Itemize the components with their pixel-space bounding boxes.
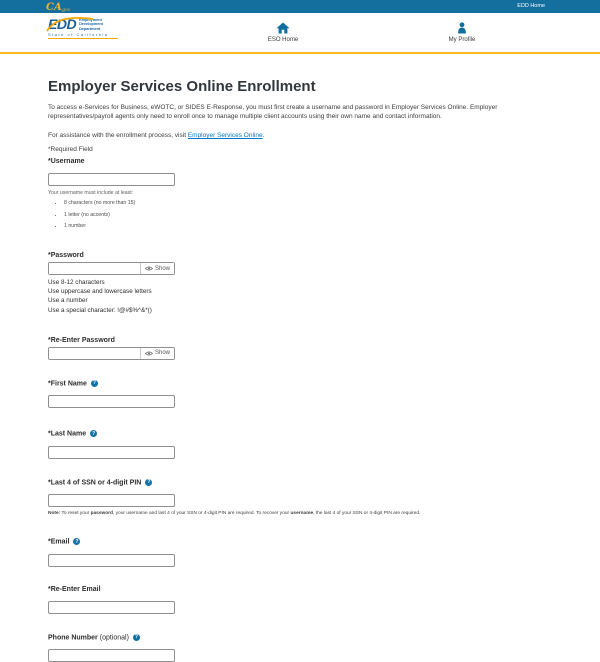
last-name-help-icon[interactable]: ?	[92, 430, 96, 437]
ssn-pin-note	[48, 511, 553, 517]
nav-my-profile[interactable]	[434, 22, 490, 43]
username-rules-list	[64, 200, 553, 229]
ssn-pin-label-text: *Last 4 of SSN or 4-digit PIN	[48, 479, 142, 487]
email-label	[48, 538, 553, 546]
eye-icon	[145, 266, 153, 271]
password-hints	[48, 278, 553, 315]
note-part: , the last 4 of your SSN or 4-digit PIN are required.	[313, 511, 421, 517]
password-hint: Use uppercase and lowercase letters	[48, 288, 152, 296]
person-icon	[456, 22, 468, 34]
last-name-label-text: *Last Name	[48, 430, 87, 438]
assistance-prefix: For assistance with the enrollment process, visit	[48, 132, 188, 140]
employer-services-online-link[interactable]: Employer Services Online	[187, 132, 263, 140]
username-label: *Username	[48, 158, 85, 166]
last-name-label	[48, 430, 553, 438]
last-name-field	[48, 430, 553, 459]
ca-gov-logo-text: CA	[46, 2, 62, 13]
email-field	[48, 538, 553, 567]
ca-gov-logo-suffix: .gov	[60, 8, 71, 13]
username-rule: • 1 number	[64, 223, 553, 229]
edd-logo-acronym: EDD	[48, 16, 77, 32]
password-hint: Use 8-12 characters	[48, 279, 105, 287]
password-field	[48, 252, 553, 315]
password-show-label: Show	[154, 265, 170, 272]
last-name-input[interactable]	[48, 446, 175, 459]
note-part: password	[90, 511, 113, 517]
password-hint: Use a special character: !@#$%^&*()	[48, 306, 152, 314]
reenter-password-field	[48, 337, 553, 360]
enrollment-form	[0, 78, 600, 662]
first-name-label	[48, 380, 553, 388]
reenter-password-label: *Re-Enter Password	[48, 336, 115, 344]
password-input[interactable]	[49, 263, 140, 274]
password-input-group	[48, 262, 175, 275]
reenter-password-input-group	[48, 347, 175, 360]
first-name-field	[48, 380, 553, 409]
eye-icon	[145, 351, 153, 356]
assistance-line	[48, 132, 553, 139]
page-title: Employer Services Online Enrollment	[48, 78, 316, 95]
reenter-password-input[interactable]	[49, 348, 140, 359]
nav-eso-home-label: ESO Home	[267, 37, 299, 43]
username-field	[48, 158, 553, 229]
phone-input[interactable]	[48, 649, 175, 662]
email-help-icon[interactable]: ?	[75, 538, 79, 545]
note-part: , your username and last 4 of your SSN or 4-digit PIN are required. To recover your	[112, 511, 291, 517]
edd-logo-tagline: State of California	[48, 32, 109, 37]
ssn-pin-help-icon[interactable]: ?	[147, 479, 151, 486]
home-icon	[276, 22, 290, 34]
reenter-email-label: *Re-Enter Email	[48, 585, 101, 593]
reenter-password-show-label: Show	[154, 350, 170, 357]
required-field-note: *Required Field	[48, 146, 93, 154]
intro-paragraph: To access e-Services for Business, eWOTC, or SIDES E-Response, you must first create a username and password in Employer Services Online. Employer representatives/payroll agents only need to enroll once to manage multiple client accounts using their own name and contact information.	[48, 104, 498, 121]
edd-home-link[interactable]: EDD Home	[517, 3, 545, 9]
reenter-password-show-button[interactable]	[140, 348, 174, 359]
ssn-pin-input[interactable]	[48, 494, 175, 507]
note-part: Note:	[48, 511, 61, 517]
reenter-email-input[interactable]	[48, 601, 175, 614]
gold-divider	[0, 52, 600, 54]
phone-field	[48, 634, 553, 662]
first-name-label-text: *First Name	[48, 380, 87, 388]
first-name-input[interactable]	[48, 395, 175, 408]
edd-logo-line: Development	[79, 22, 103, 27]
edd-logo-line: Employment	[79, 18, 102, 22]
first-name-help-icon[interactable]: ?	[92, 380, 96, 387]
nav-eso-home[interactable]	[255, 22, 311, 43]
ca-gov-logo[interactable]	[46, 0, 71, 13]
email-label-text: *Email	[48, 538, 70, 546]
username-rule: • 1 letter (no accents)	[64, 212, 553, 218]
nav-my-profile-label: My Profile	[448, 37, 476, 43]
password-hint: Use a number	[48, 297, 88, 305]
edd-logo-line: Department	[79, 26, 101, 31]
edd-logo-department-name	[79, 18, 103, 31]
phone-label	[48, 634, 553, 642]
phone-label-text: Phone Number	[48, 634, 100, 642]
phone-optional-text: (optional)	[99, 634, 129, 642]
ssn-pin-field	[48, 479, 553, 518]
site-header	[0, 13, 600, 52]
note-part: username	[290, 511, 314, 517]
username-input[interactable]	[48, 173, 175, 186]
utility-bar	[0, 0, 600, 13]
ssn-pin-label	[48, 479, 553, 487]
phone-help-icon[interactable]: ?	[134, 634, 138, 641]
edd-logo[interactable]	[48, 17, 120, 39]
reenter-email-field	[48, 586, 553, 614]
assistance-suffix: .	[262, 132, 265, 140]
note-part: To reset your	[60, 511, 91, 517]
username-rules-intro: Your username must include at least:	[48, 190, 134, 197]
password-show-button[interactable]	[140, 263, 174, 274]
password-label: *Password	[48, 252, 84, 260]
username-rule: • 8 characters (no more than 15)	[64, 200, 553, 206]
edd-logo-underline	[48, 38, 118, 40]
email-input[interactable]	[48, 554, 175, 567]
